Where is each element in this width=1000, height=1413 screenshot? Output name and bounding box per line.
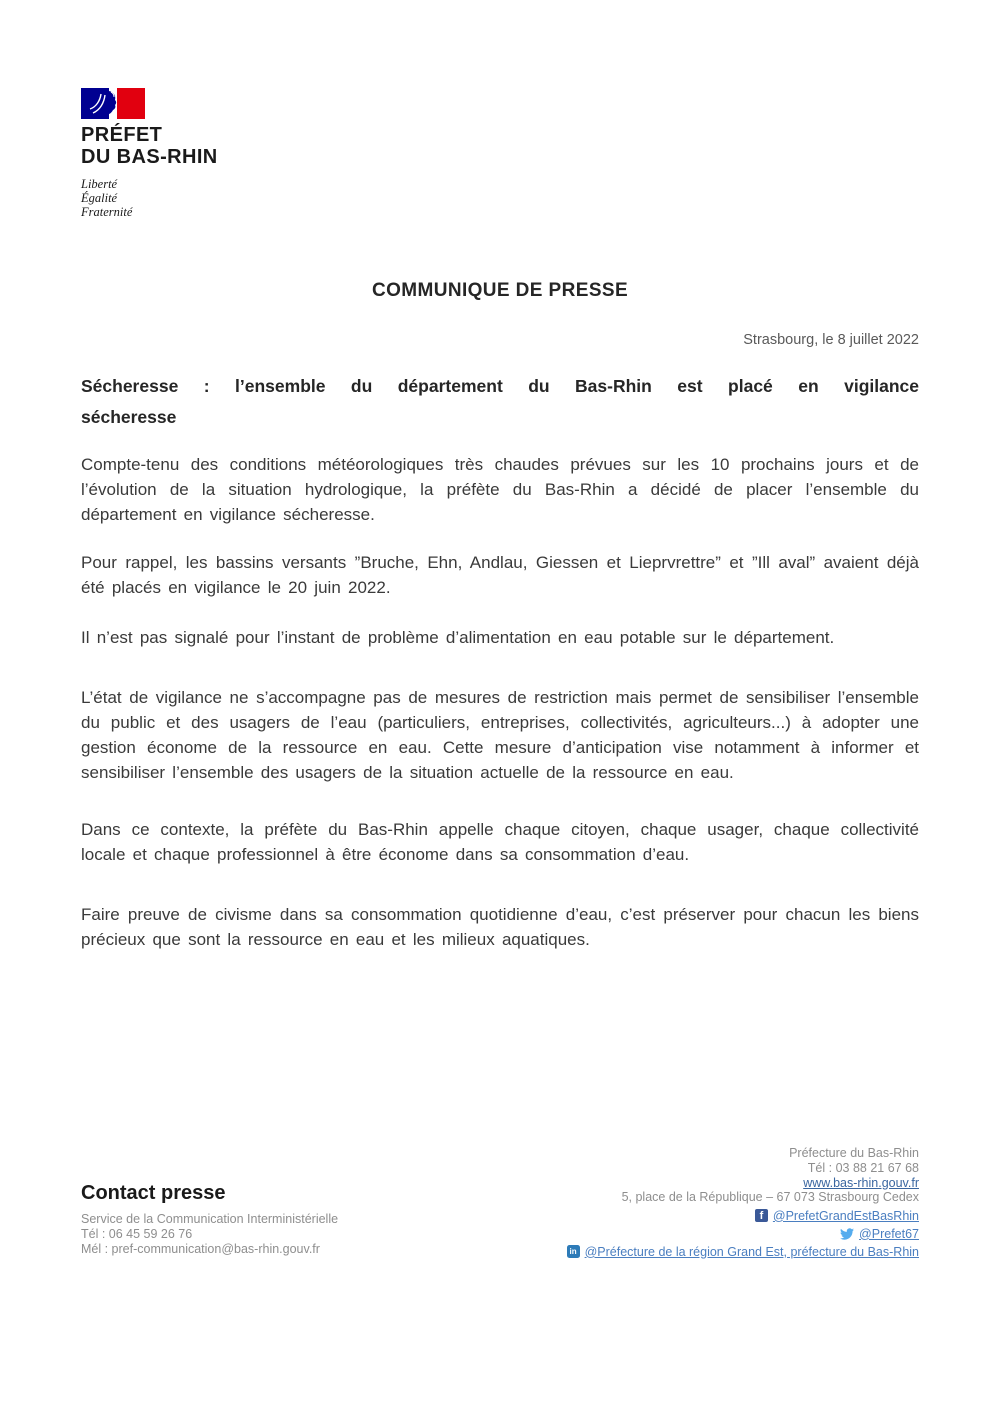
linkedin-row	[499, 1245, 919, 1260]
dateline: Strasbourg, le 8 juillet 2022	[743, 332, 919, 348]
twitter-link[interactable]: @Prefet67	[859, 1226, 919, 1241]
body-text	[81, 452, 919, 952]
website-link[interactable]: www.bas-rhin.gouv.fr	[803, 1175, 919, 1190]
contact-press-block	[81, 1182, 441, 1257]
motto-egalite: Égalité	[81, 191, 118, 205]
twitter-row	[499, 1227, 919, 1242]
paragraph-2: Pour rappel, les bassins versants ”Bruche, Ehn, Andlau, Giessen et Lieprvrettre” et ”Ill aval” avaient déjà été placés en vigilance le 20 juin 2022.	[81, 553, 919, 597]
contact-press-heading: Contact presse	[81, 1182, 226, 1204]
gov-logo	[81, 88, 218, 219]
paragraph-5: Dans ce contexte, la préfète du Bas-Rhin appelle chaque citoyen, chaque usager, chaque collectivité locale et chaque professionnel à être économe dans sa consommation d’eau.	[81, 820, 919, 864]
linkedin-icon: in	[567, 1245, 580, 1258]
logo-title-line2: DU BAS-RHIN	[81, 146, 218, 168]
paragraph-1: Compte-tenu des conditions météorologiques très chaudes prévues sur les 10 prochains jours et de l’évolution de la situation hydrologique, la préfète du Bas-Rhin a décidé de placer l’ensemble du département en vigilance sécheresse.	[81, 455, 919, 524]
press-release-title	[81, 371, 919, 433]
logo-motto	[81, 177, 218, 219]
twitter-icon	[840, 1228, 854, 1240]
facebook-icon: f	[755, 1209, 768, 1222]
prefecture-info-block	[499, 1146, 919, 1259]
linkedin-link[interactable]: @Préfecture de la région Grand Est, préfecture du Bas-Rhin	[584, 1244, 919, 1259]
facebook-link[interactable]: @PrefetGrandEstBasRhin	[772, 1208, 919, 1223]
motto-liberte: Liberté	[81, 177, 118, 191]
prefecture-address: 5, place de la République – 67 073 Strasbourg Cedex	[621, 1190, 919, 1205]
marianne-flag-icon	[81, 88, 145, 119]
paragraph-3: Il n’est pas signalé pour l’instant de problème d’alimentation en eau potable sur le département.	[81, 628, 835, 647]
logo-title	[81, 124, 218, 168]
paragraph-4: L’état de vigilance ne s’accompagne pas de mesures de restriction mais permet de sensibiliser l’ensemble du public et des usagers de l’eau (particuliers, entreprises, collectivités, agriculteurs...) à adopter une gestion économe de la ressource en eau. Cette mesure d’anticipation vise notamment à informer et sensibiliser l’ensemble des usagers de la situation actuelle de la ressource en eau.	[81, 688, 919, 782]
prefecture-name: Préfecture du Bas-Rhin	[789, 1146, 919, 1160]
paragraph-6: Faire preuve de civisme dans sa consommation quotidienne d’eau, c’est préserver pour chacun les biens précieux que sont la ressource en eau et les milieux aquatiques.	[81, 905, 919, 949]
prefecture-phone: Tél : 03 88 21 67 68	[807, 1160, 919, 1175]
logo-title-line1: PRÉFET	[81, 124, 163, 146]
title-line1: Sécheresse : l’ensemble du département du Bas-Rhin est placé en vigilance	[81, 376, 919, 396]
document-type-heading: COMMUNIQUE DE PRESSE	[371, 280, 629, 301]
facebook-row	[499, 1209, 919, 1224]
title-line2: sécheresse	[81, 407, 177, 427]
motto-fraternite: Fraternité	[81, 205, 133, 219]
contact-email: Mél : pref-communication@bas-rhin.gouv.fr	[81, 1242, 320, 1256]
contact-service: Service de la Communication Interministérielle	[81, 1212, 339, 1226]
contact-phone: Tél : 06 45 59 26 76	[81, 1227, 193, 1241]
